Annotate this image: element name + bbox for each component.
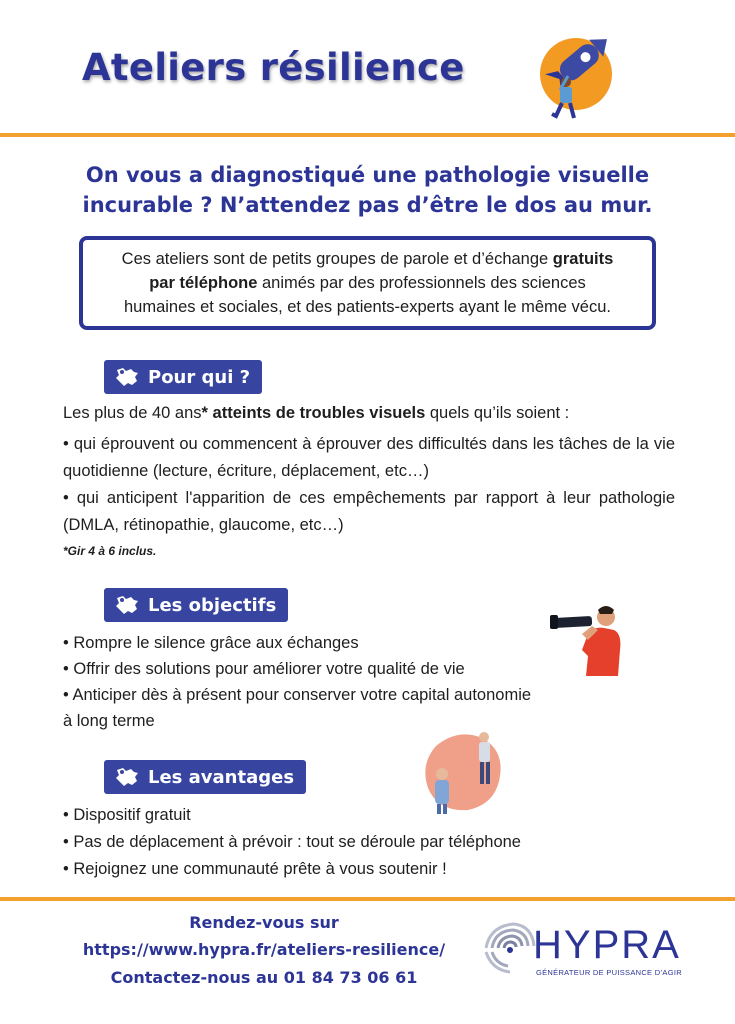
- objectif-item-4: à long terme: [63, 712, 155, 730]
- lead-bold: * atteints de troubles visuels: [201, 404, 426, 422]
- map-region-icon: [114, 366, 140, 388]
- objectif-item-2: • Offrir des solutions pour améliorer votre qualité de vie: [63, 660, 465, 678]
- lead-text: Les plus de 40 ans: [63, 404, 202, 422]
- footer-contact: Contactez-nous au 01 84 73 06 61: [110, 968, 418, 987]
- logo-name: HYPRA: [533, 923, 681, 967]
- avantage-item-2: • Pas de déplacement à prévoir : tout se déroule par téléphone: [63, 833, 521, 851]
- pour-qui-bullet-2: • qui anticipent l'apparition de ces empêchements par rapport à leur pathologie (DMLA, rétinopathie, glaucome, etc…): [63, 489, 675, 534]
- header-divider: [0, 133, 735, 137]
- lead-end: quels qu’ils soient :: [425, 404, 570, 422]
- avantage-item-1: • Dispositif gratuit: [63, 806, 191, 824]
- objectif-item-3: • Anticiper dès à présent pour conserver votre capital autonomie: [63, 686, 532, 704]
- avantage-item-3: • Rejoignez une communauté prête à vous soutenir !: [63, 860, 447, 878]
- rocket-person-icon: [528, 30, 616, 124]
- logo-tagline: GÉNÉRATEUR DE PUISSANCE D’AGIR: [536, 968, 682, 977]
- footer-divider: [0, 897, 735, 901]
- pour-qui-bullet-1: • qui éprouvent ou commencent à éprouver des difficultés dans les tâches de la vie quotidienne (lecture, écriture, déplacement, etc…): [63, 435, 675, 480]
- intro-bold-free: gratuits: [552, 250, 614, 268]
- headline-line-2: incurable ? N’attendez pas d’être le dos au mur.: [82, 193, 653, 217]
- footer-rendez-vous: Rendez-vous sur: [189, 913, 339, 932]
- section-label-objectifs: [104, 588, 288, 622]
- headline: [20, 160, 715, 220]
- footer-link[interactable]: https://www.hypra.fr/ateliers-resilience/: [82, 940, 446, 959]
- map-region-icon: [114, 766, 140, 788]
- section-label-pour-qui: [104, 360, 262, 394]
- hypra-spiral-logo-icon: [480, 918, 536, 978]
- map-region-icon: [114, 594, 140, 616]
- intro-bold-phone: par téléphone: [149, 274, 258, 292]
- people-talking-icon: [418, 726, 508, 816]
- section-title: Les objectifs: [148, 594, 277, 616]
- headline-line-1: On vous a diagnostiqué une pathologie visuelle: [85, 163, 650, 187]
- intro-box: [79, 236, 656, 330]
- intro-text-3: humaines et sociales, et des patients-experts ayant le même vécu.: [123, 298, 611, 316]
- intro-text-1: Ces ateliers sont de petits groupes de parole et d’échange: [121, 250, 553, 268]
- page-title: Ateliers résilience: [82, 46, 465, 89]
- section-title: Pour qui ?: [148, 366, 251, 388]
- footnote: *Gir 4 à 6 inclus.: [63, 544, 157, 558]
- section-title: Les avantages: [148, 766, 295, 788]
- pour-qui-lead: [63, 404, 569, 423]
- intro-text-2: animés par des professionnels des sciences: [257, 274, 586, 292]
- section-label-avantages: [104, 760, 306, 794]
- objectif-item-1: • Rompre le silence grâce aux échanges: [63, 634, 359, 652]
- person-telescope-icon: [548, 600, 628, 680]
